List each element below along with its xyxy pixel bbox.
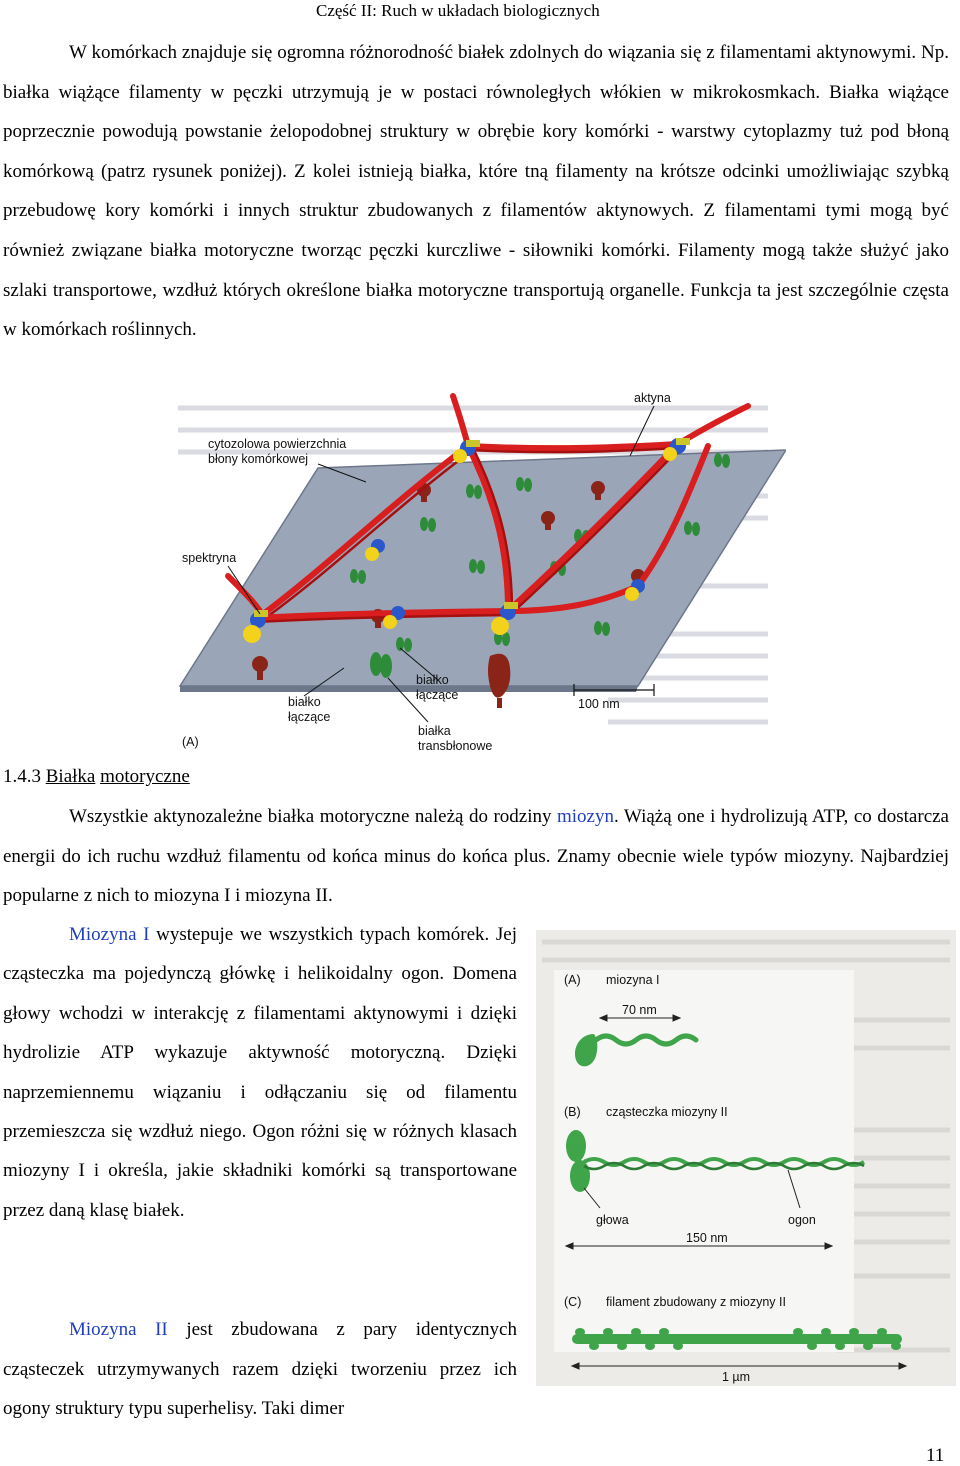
- label-linking-mid-2: łączące: [416, 688, 459, 702]
- section-title-word1: Białka: [45, 766, 96, 787]
- paragraph4-after: jest zbudowana z pary identycznych cząsteczek utrzymywanych razem dzięki tworzeniu przez ich ogony struktury typu superhelisy. Taki dimer: [3, 1319, 517, 1420]
- label-cytosol-line2: błony komórkowej: [208, 452, 309, 466]
- label-glowa: głowa: [596, 1213, 629, 1227]
- paragraph-myosin-2: [3, 1310, 517, 1429]
- label-transmembrane-1: białka: [418, 724, 451, 738]
- label-scale-a: 70 nm: [622, 1003, 657, 1017]
- label-linking-left-1: białko: [288, 695, 321, 709]
- section-heading: [3, 764, 190, 790]
- label-panel-a: (A): [564, 973, 581, 987]
- paragraph3-after: wystepuje we wszystkich typach komórek. Jej cząsteczka ma pojedynczą główkę i helikoidalny ogon. Domena głowy wchodzi w interakcję z filamentami aktynowymi i dzięki hydrolizie ATP wykazuje aktywność motoryczną. Dzięki naprzemiennemu wiązaniu i odłączaniu się od filamentu przemieszcza się wzdłuż niego. Ogon różni się w różnych klasach miozyny I i określa, jakie składniki komórki są transportowane przez daną klasę białek.: [3, 924, 517, 1221]
- paragraph-intro: W komórkach znajduje się ogromna różnorodność białek zdolnych do wiązania się z filamentami aktynowymi. Np. białka wiążące filamenty w pęczki utrzymują je w postaci równoległych włókien w mikrokosmkach. Białka wiążące poprzecznie powodują powstanie żelopodobnej struktury w obrębie kory komórki - warstwy cytoplazmy tuż pod błoną komórkową (patrz rysunek poniżej). Z kolei istnieją białka, które tną filamenty na krótsze odcinki umożliwiając szybką przebudowę kory komórki i innych struktur zbudowanych z filamentów aktynowych. Z filamentami tymi mogą być również związane białka motoryczne tworząc pęczki kurczliwe - siłowniki komórki. Filamenty mogą także służyć jako szlaki transportowe, wzdłuż których określone białka motoryczne transportują organelle. Funkcja ta jest szczególnie częsta w komórkach roślinnych.: [3, 42, 949, 341]
- label-miozyna-1: miozyna I: [606, 973, 660, 987]
- label-panel-b: (B): [564, 1105, 581, 1119]
- label-panel-c: (C): [564, 1295, 582, 1309]
- link-miozyn[interactable]: miozyn: [557, 806, 614, 827]
- label-scale-c: 1 µm: [722, 1370, 751, 1384]
- label-linking-mid-1: białko: [416, 673, 449, 687]
- label-spektryna: spektryna: [182, 551, 237, 565]
- paragraph-motor-proteins: [3, 797, 949, 916]
- label-panel-a: (A): [182, 735, 199, 749]
- page-number: 11: [926, 1445, 945, 1466]
- paragraph-myosin-1: [3, 915, 517, 1230]
- membrane-edge: [180, 686, 638, 692]
- label-filament-miozyny-2: filament zbudowany z miozyny II: [606, 1295, 786, 1309]
- paragraph2-before: Wszystkie aktynozależne białka motoryczne należą do rodziny: [69, 806, 557, 827]
- label-scale-b: 150 nm: [686, 1231, 728, 1245]
- paragraph2-after: . Wiążą one i hydrolizują ATP, co dostarcza energii do ich ruchu wzdłuż filamentu od końca minus do końca plus. Znamy obecnie wiele typów miozyny. Najbardziej popularne z nich to miozyna I i miozyna II.: [3, 806, 949, 907]
- link-miozyna-2[interactable]: Miozyna II: [69, 1319, 168, 1340]
- figure-cell-cortex: [168, 386, 786, 758]
- label-transmembrane-2: transbłonowe: [418, 739, 493, 753]
- section-number: 1.4.3: [3, 766, 41, 787]
- label-aktyna: aktyna: [634, 391, 671, 405]
- section-title-word2: motoryczne: [100, 766, 190, 787]
- label-czasteczka-miozyny-2: cząsteczka miozyny II: [606, 1105, 728, 1119]
- figure-myosin: [536, 930, 956, 1386]
- label-cytosol-line1: cytozolowa powierzchnia: [208, 437, 347, 451]
- page-header: Część II: Ruch w układach biologicznych: [316, 1, 600, 20]
- label-scale: 100 nm: [578, 697, 620, 711]
- label-ogon: ogon: [788, 1213, 816, 1227]
- link-miozyna-1[interactable]: Miozyna I: [69, 924, 150, 945]
- label-linking-left-2: łączące: [288, 710, 331, 724]
